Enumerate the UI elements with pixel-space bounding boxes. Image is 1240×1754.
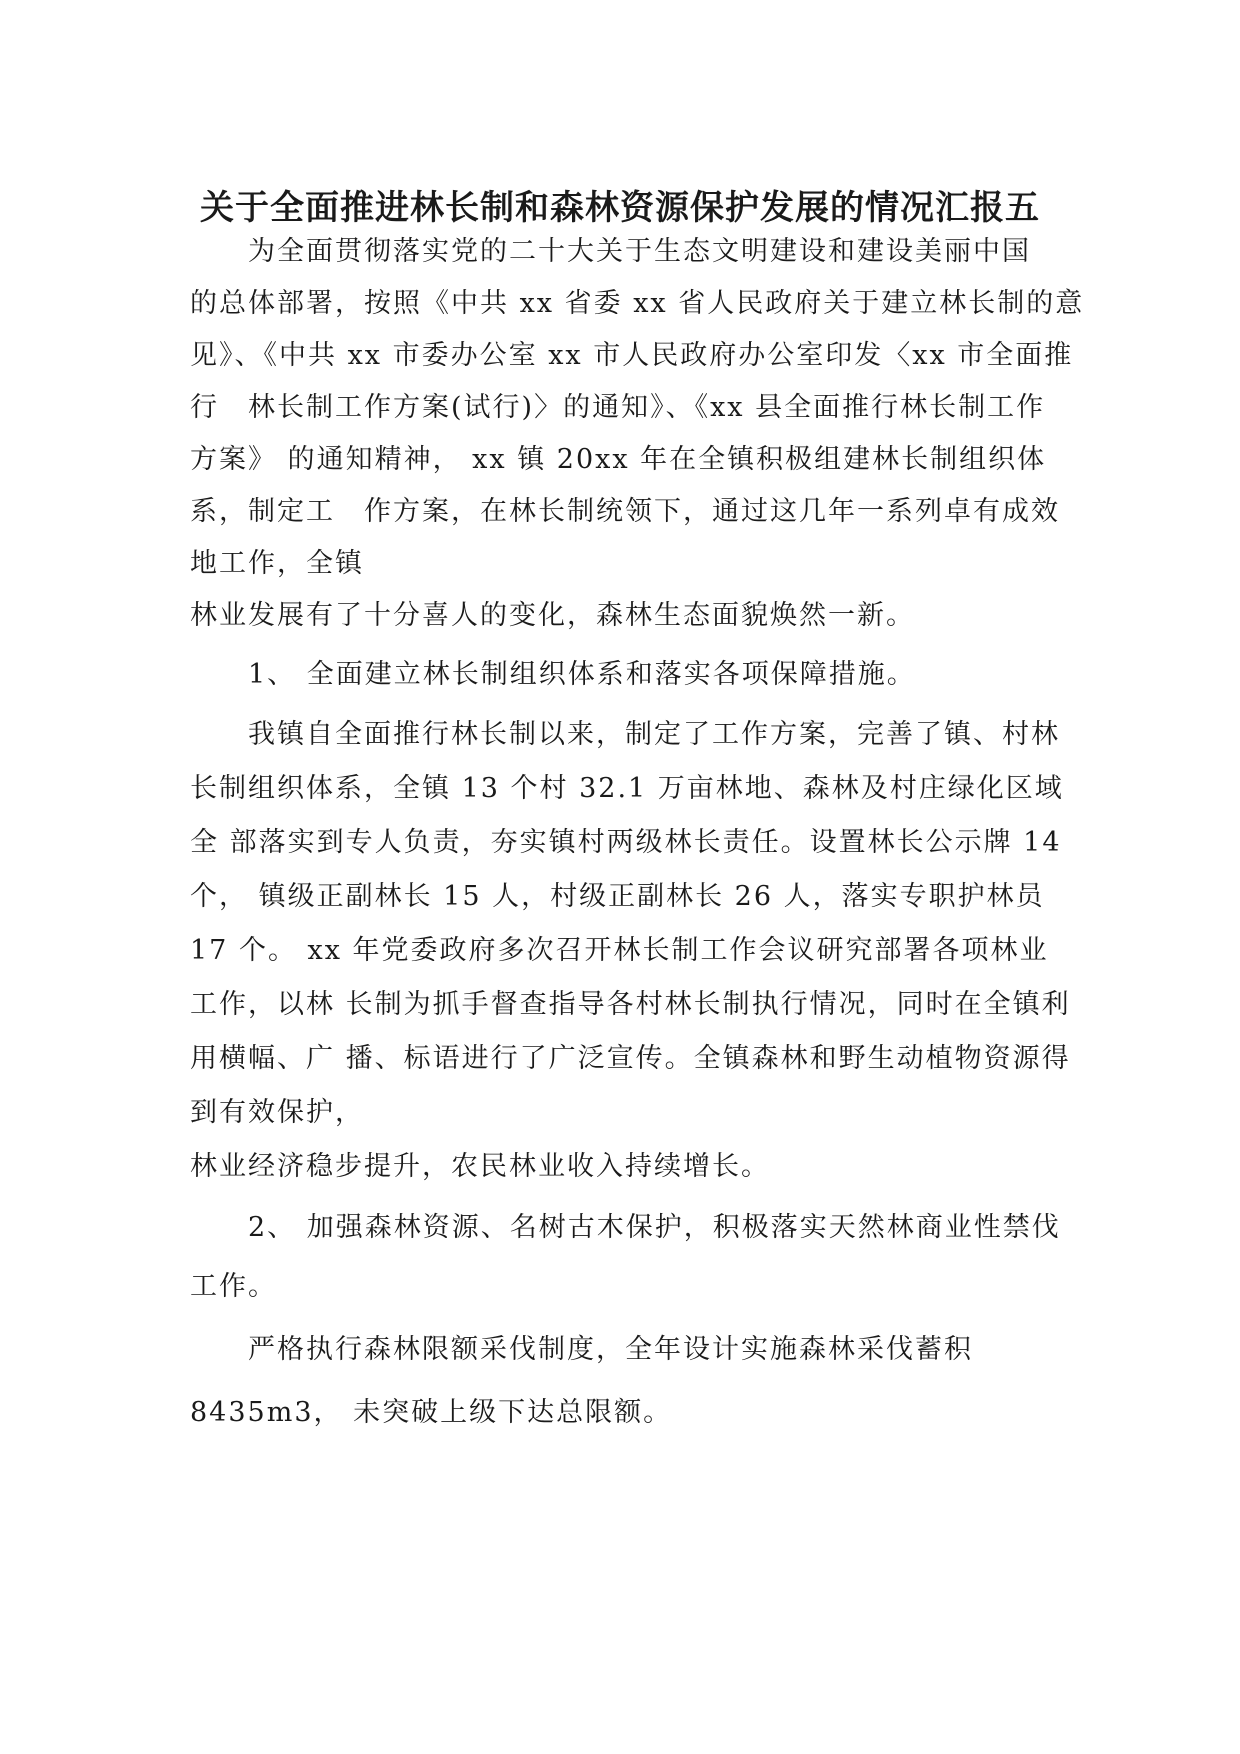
paragraph-line: 方案》 的通知精神， xx 镇 20xx 年在全镇积极组建林长制组织体: [190, 444, 1047, 475]
paragraph-line: 工作，以林 长制为抓手督查指导各村林长制执行情况，同时在全镇利: [190, 989, 1071, 1020]
document-title: 关于全面推进林长制和森林资源保护发展的情况汇报五: [200, 188, 1040, 228]
paragraph-line: 到有效保护，: [190, 1097, 364, 1128]
paragraph-line: 用横幅、广 播、标语进行了广泛宣传。全镇森林和野生动植物资源得: [190, 1043, 1071, 1074]
paragraph-line: 的总体部署，按照《中共 xx 省委 xx 省人民政府关于建立林长制的意: [190, 288, 1085, 319]
paragraph-line: 系，制定工 作方案，在林长制统领下，通过这几年一系列卓有成效: [190, 496, 1060, 527]
paragraph-line: 工作。: [190, 1271, 277, 1302]
section-heading: 1、 全面建立林长制组织体系和落实各项保障措施。: [248, 659, 916, 690]
paragraph-line: 8435m3， 未突破上级下达总限额。: [190, 1397, 673, 1428]
paragraph-line: 17 个。 xx 年党委政府多次召开林长制工作会议研究部署各项林业: [190, 935, 1049, 966]
paragraph-line: 个， 镇级正副林长 15 人，村级正副林长 26 人，落实专职护林员: [190, 881, 1045, 912]
paragraph-line: 全 部落实到专人负责，夯实镇村两级林长责任。设置林长公示牌 14: [190, 827, 1062, 858]
paragraph-line: 为全面贯彻落实党的二十大关于生态文明建设和建设美丽中国: [248, 236, 1031, 267]
paragraph-line: 见》、《中共 xx 市委办公室 xx 市人民政府办公室印发〈xx 市全面推: [190, 340, 1074, 371]
paragraph-line: 林业经济稳步提升，农民林业收入持续增长。: [190, 1151, 770, 1182]
paragraph-line: 严格执行森林限额采伐制度，全年设计实施森林采伐蓄积: [248, 1334, 973, 1365]
paragraph-line: 我镇自全面推行林长制以来，制定了工作方案，完善了镇、村林: [248, 719, 1060, 750]
paragraph-line: 林业发展有了十分喜人的变化，森林生态面貌焕然一新。: [190, 600, 915, 631]
section-heading: 2、 加强森林资源、名树古木保护，积极落实天然林商业性禁伐: [248, 1212, 1061, 1243]
paragraph-line: 行 林长制工作方案(试行)〉的通知》、《xx 县全面推行林长制工作: [190, 392, 1046, 423]
paragraph-line: 地工作，全镇: [190, 548, 364, 579]
paragraph-line: 长制组织体系，全镇 13 个村 32.1 万亩林地、森林及村庄绿化区域: [190, 773, 1064, 804]
